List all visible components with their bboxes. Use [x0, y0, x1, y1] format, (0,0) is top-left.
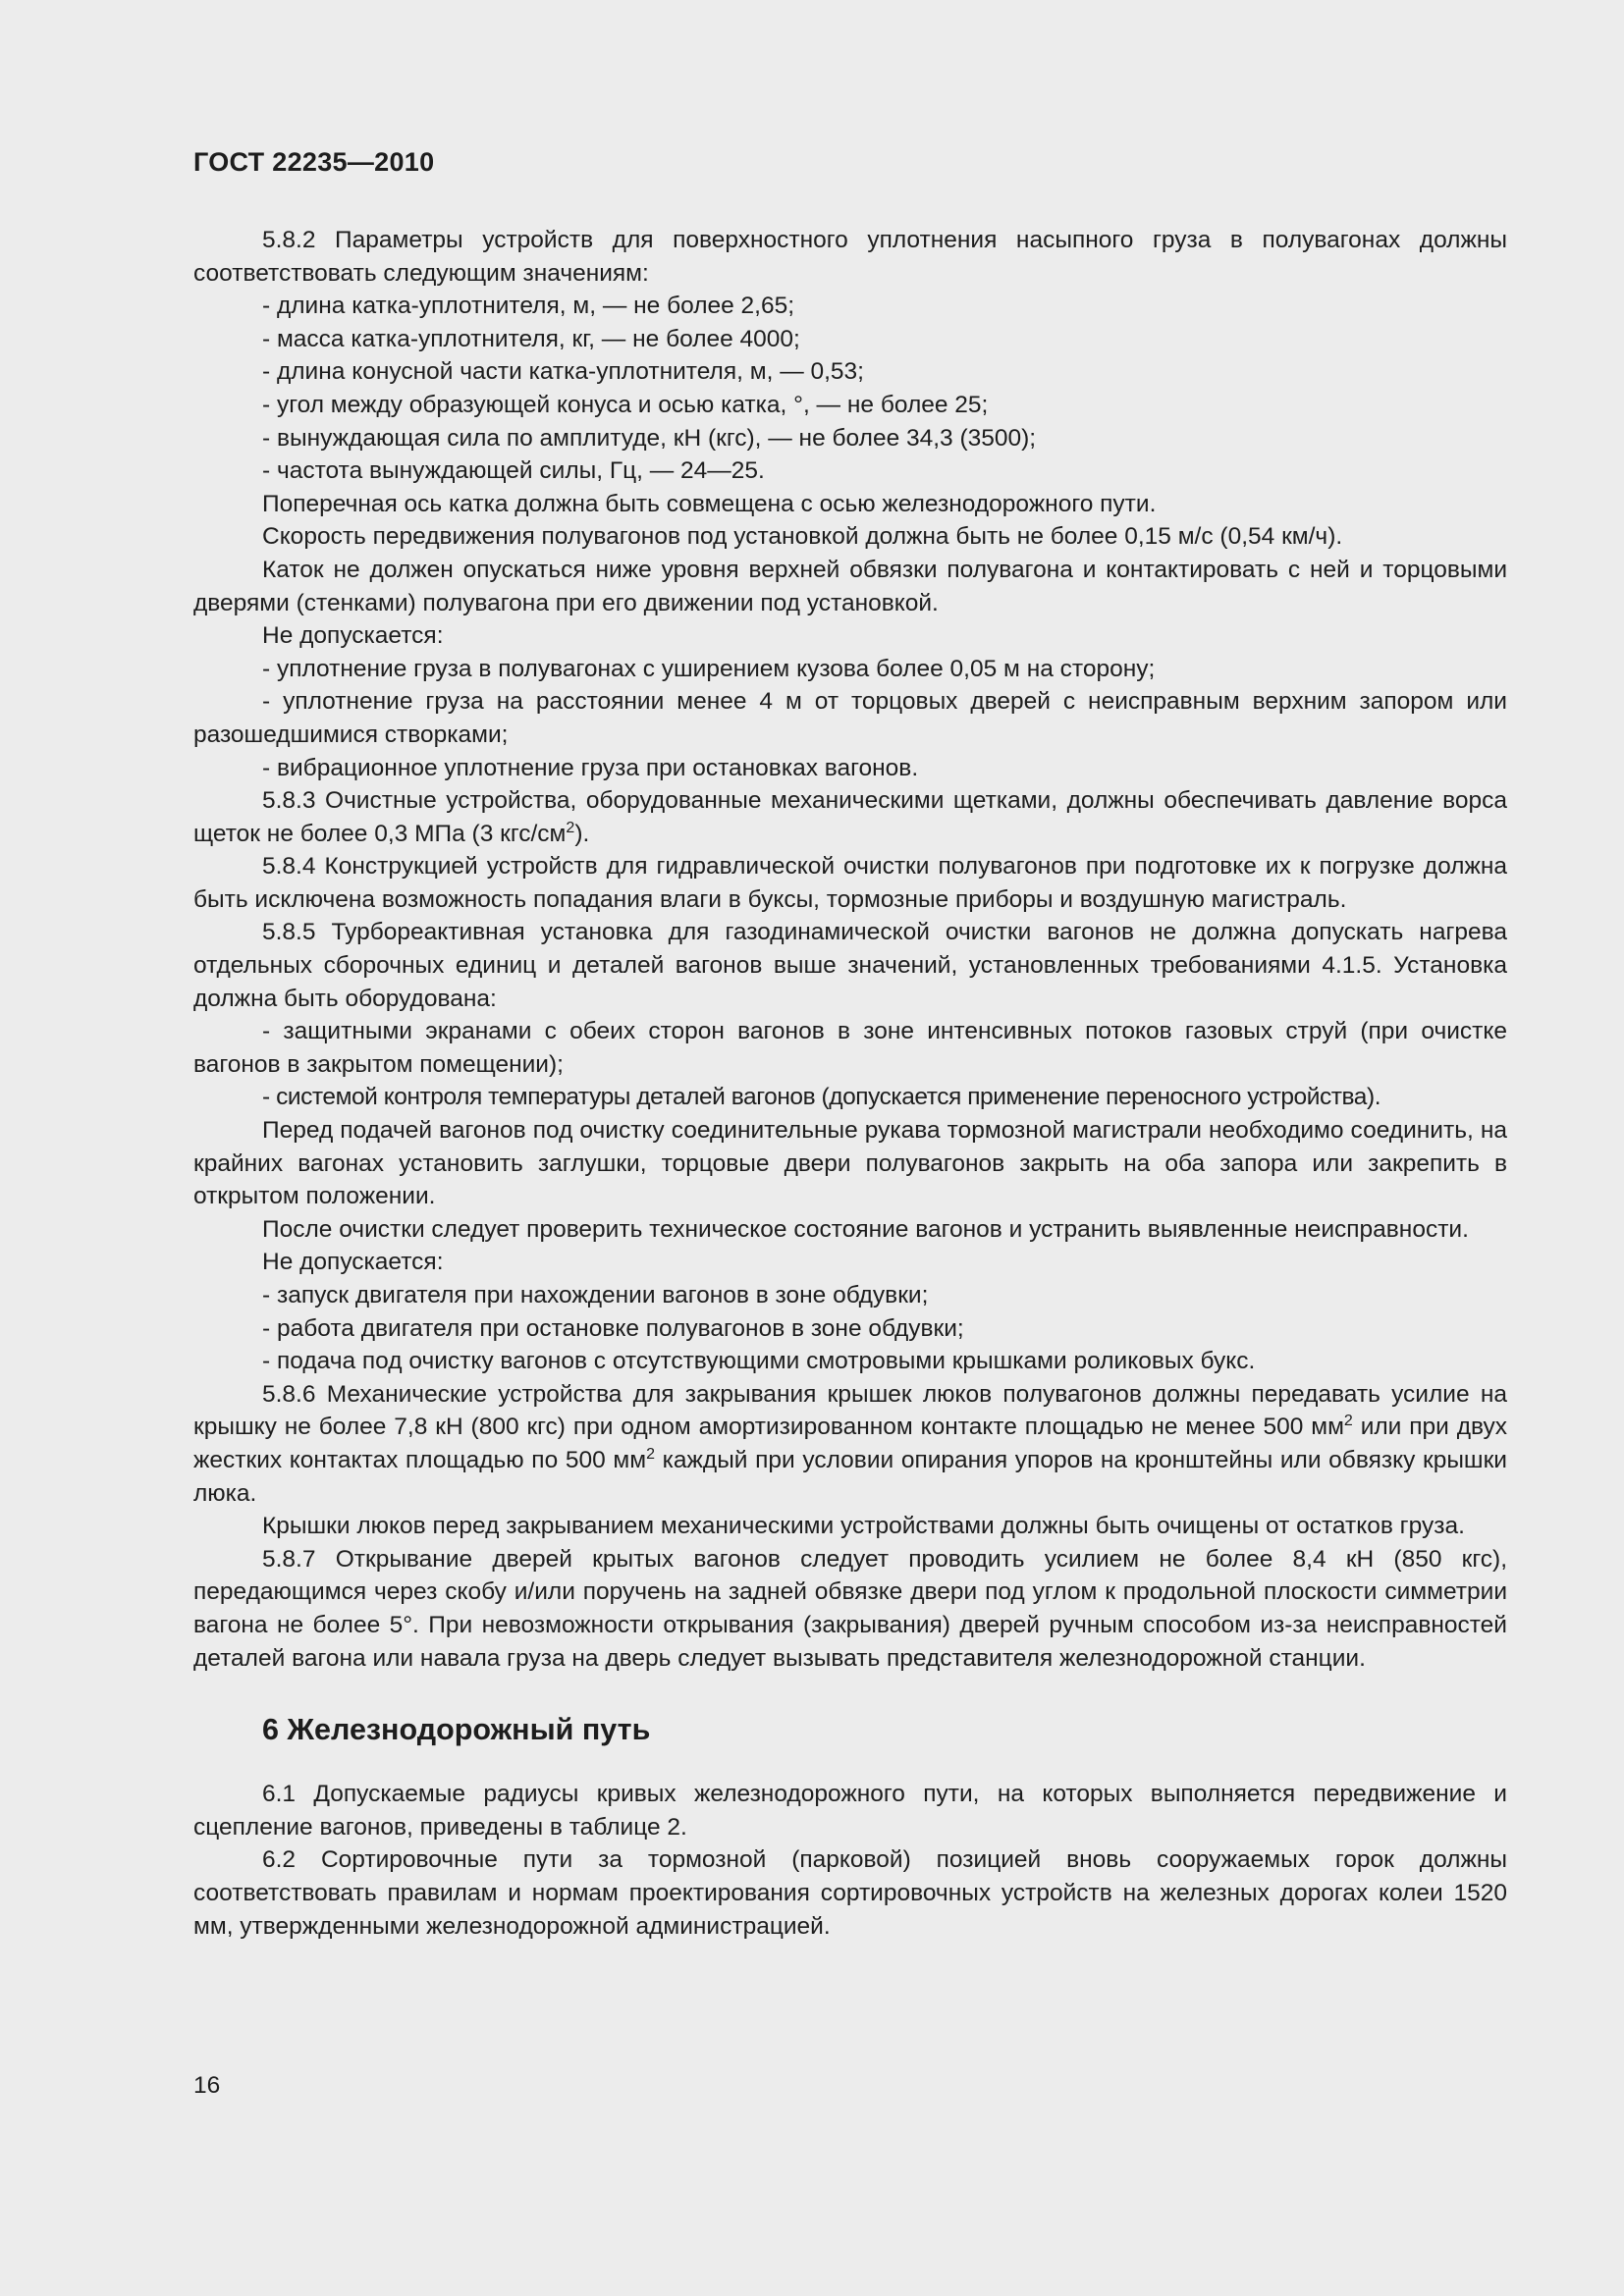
section-heading: 6 Железнодорожный путь [262, 1713, 651, 1747]
paragraph-5-8-5: 5.8.5 Турбореактивная установка для газодинамической очистки вагонов не должна допускать нагрева отдельных сборочных единиц и деталей вагонов выше значений, установленных требованиями 4.1.5. Установка должна быть оборудована: [193, 919, 1507, 1012]
paragraph: Не допускается: [262, 1249, 444, 1276]
paragraph: Каток не должен опускаться ниже уровня верхней обвязки полувагона и контактировать с ней и торцовыми дверями (стенками) полувагона при его движении под установкой. [193, 556, 1507, 616]
paragraph: Скорость передвижения полувагонов под установкой должна быть не более 0,15 м/с (0,54 км/ч). [262, 523, 1343, 551]
list-item: - частота вынуждающей силы, Гц, — 24—25. [262, 457, 765, 485]
list-item: - длина конусной части катка-уплотнителя, м, — 0,53; [262, 358, 864, 386]
paragraph: Перед подачей вагонов под очистку соединительные рукава тормозной магистрали необходимо соединить, на крайних вагонах установить заглушки, торцовые двери полувагонов закрыть на оба запора или закрепить в открытом положении. [193, 1117, 1507, 1210]
list-item: - подача под очистку вагонов с отсутствующими смотровыми крышками роликовых букс. [262, 1348, 1256, 1375]
list-item: - угол между образующей конуса и осью катка, °, — не более 25; [262, 391, 989, 418]
superscript: 2 [646, 1445, 655, 1463]
paragraph: Не допускается: [262, 622, 444, 650]
paragraph-5-8-2: 5.8.2 Параметры устройств для поверхностного уплотнения насыпного груза в полувагонах должны соответствовать следующим значениям: [193, 227, 1507, 287]
paragraph-text: или при двух жестких контактах площадью по 500 мм [193, 1414, 1507, 1473]
paragraph-5-8-7: 5.8.7 Открывание дверей крытых вагонов следует проводить усилием не более 8,4 кН (850 кгс), передающимся через скобу и/или поручень на задней обвязке двери под углом к продольной плоскости симметрии вагона не более 5°. При невозможности открывания (закрывания) дверей ручным способом из-за неисправностей деталей вагона или навала груза на дверь следует вызывать представителя железнодорожной станции. [193, 1545, 1507, 1672]
paragraph-text: 5.8.6 Механические устройства для закрывания крышек люков полувагонов должны передавать усилие на крышку не более 7,8 кН (800 кгс) при одном амортизированном контакте площадью не менее 500 мм [193, 1380, 1507, 1441]
paragraph-5-8-4: 5.8.4 Конструкцией устройств для гидравлической очистки полувагонов при подготовке их к погрузке должна быть исключена возможность попадания влаги в буксы, тормозные приборы и воздушную магистраль. [193, 853, 1507, 913]
paragraph-5-8-6 [193, 1378, 1507, 1510]
paragraph-text: каждый при условии опирания упоров на кронштейны или обвязку крышки люка. [193, 1446, 1507, 1507]
document-header: ГОСТ 22235—2010 [193, 147, 435, 177]
list-item: - защитными экранами с обеих сторон вагонов в зоне интенсивных потоков газовых струй (при очистке вагонов в закрытом помещении); [193, 1018, 1507, 1078]
paragraph-6-1: 6.1 Допускаемые радиусы кривых железнодорожного пути, на которых выполняется передвижение и сцепление вагонов, приведены в таблице 2. [193, 1781, 1507, 1841]
list-item: - вынуждающая сила по амплитуде, кН (кгс), — не более 34,3 (3500); [262, 424, 1037, 452]
superscript: 2 [1343, 1413, 1353, 1430]
page-number: 16 [193, 2072, 221, 2099]
list-item: - системой контроля температуры деталей вагонов (допускается применение переносного устройства). [262, 1084, 1381, 1111]
paragraph: После очистки следует проверить техническое состояние вагонов и устранить выявленные неисправности. [262, 1215, 1469, 1243]
list-item: - вибрационное уплотнение груза при остановках вагонов. [262, 754, 919, 781]
list-item: - уплотнение груза на расстоянии менее 4 м от торцовых дверей с неисправным верхним запором или разошедшимися створками; [193, 688, 1507, 748]
paragraph-text: ). [574, 820, 590, 847]
superscript: 2 [566, 819, 575, 836]
paragraph: Крышки люков перед закрыванием механическими устройствами должны быть очищены от остатков груза. [262, 1513, 1465, 1540]
paragraph-text: 5.8.3 Очистные устройства, оборудованные механическими щетками, должны обеспечивать давление ворса щеток не более 0,3 МПа (3 кгс/см [193, 787, 1507, 847]
list-item: - длина катка-уплотнителя, м, — не более 2,65; [262, 293, 795, 320]
paragraph: Поперечная ось катка должна быть совмещена с осью железнодорожного пути. [262, 490, 1157, 517]
list-item: - запуск двигателя при нахождении вагонов в зоне обдувки; [262, 1282, 929, 1308]
document-body [193, 224, 1507, 1943]
list-item: - работа двигателя при остановке полувагонов в зоне обдувки; [262, 1314, 964, 1342]
paragraph-5-8-3 [193, 784, 1507, 850]
paragraph-6-2: 6.2 Сортировочные пути за тормозной (парковой) позицией вновь сооружаемых горок должны соответствовать правилам и нормам проектирования сортировочных устройств на железных дорогах колеи 1520 мм, утвержденными железнодорожной администрацией. [193, 1846, 1507, 1940]
list-item: - уплотнение груза в полувагонах с уширением кузова более 0,05 м на сторону; [262, 655, 1156, 682]
list-item: - масса катка-уплотнителя, кг, — не более 4000; [262, 325, 800, 352]
